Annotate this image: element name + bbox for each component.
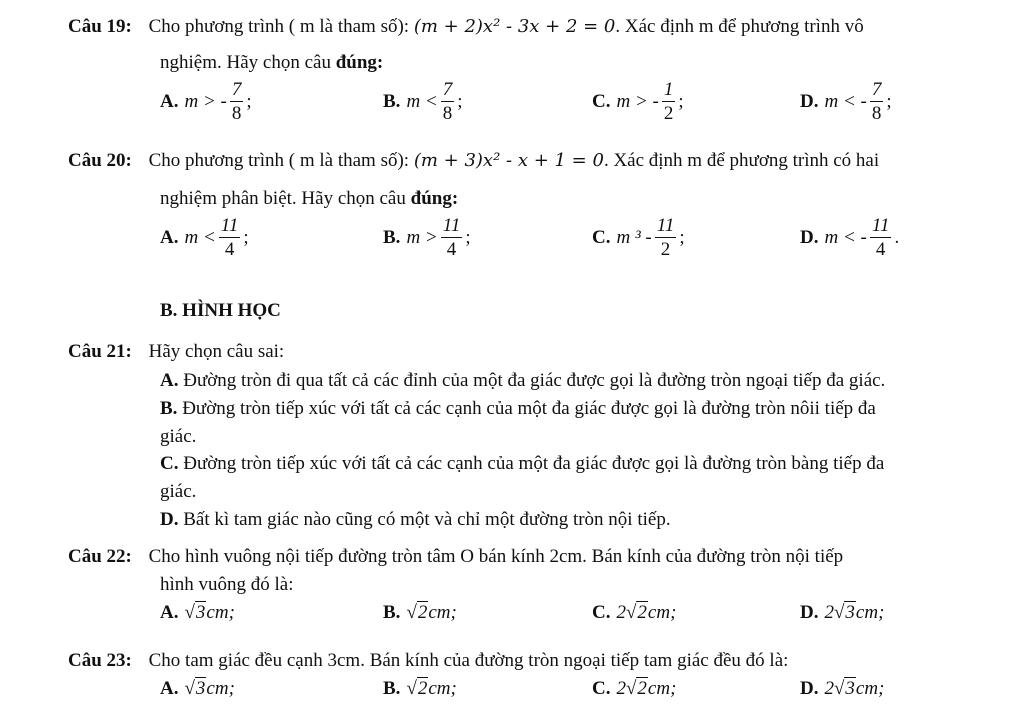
option-label: A. bbox=[160, 602, 179, 623]
q19-equation: (m + 2)x² - 3x + 2 = 0 bbox=[413, 16, 616, 37]
q23-number: Câu 23: bbox=[68, 650, 132, 671]
fraction: $\frac{11}{4}$ bbox=[220, 215, 239, 260]
option-end: ; bbox=[246, 90, 252, 112]
option-label: D. bbox=[160, 509, 179, 530]
q19-bold: đúng: bbox=[335, 52, 384, 73]
option-end: ; bbox=[457, 90, 463, 112]
option-text: Đường tròn tiếp xúc với tất cả các cạnh của một đa giác được gọi là đường tròn nôii tiếp đa bbox=[182, 398, 876, 419]
sqrt: √2 bbox=[406, 602, 428, 623]
q22-line2: hình vuông đó là: bbox=[160, 574, 294, 595]
option-label: B. bbox=[383, 602, 401, 623]
q19-tail: . Xác định m để phương trình vô bbox=[615, 16, 864, 37]
q19-line2 bbox=[160, 52, 383, 74]
q20-option-d[interactable] bbox=[800, 216, 899, 259]
option-expr: m < - bbox=[824, 90, 867, 112]
option-label: C. bbox=[160, 453, 179, 474]
fraction: $\frac{1}{2}$ bbox=[663, 79, 674, 124]
q20-tail: . Xác định m để phương trình có hai bbox=[603, 150, 880, 171]
q20-option-c[interactable] bbox=[592, 216, 685, 259]
fraction: $\frac{11}{4}$ bbox=[871, 215, 890, 260]
q23-option-c[interactable]: C. 2 √2 cm; bbox=[592, 678, 677, 699]
q19-number: Câu 19: bbox=[68, 16, 132, 37]
option-expr: m < bbox=[184, 226, 216, 248]
sqrt: √3 bbox=[833, 678, 855, 699]
option-label: B. bbox=[383, 226, 401, 248]
option-label: D. bbox=[800, 678, 819, 699]
q19-option-c[interactable] bbox=[592, 80, 684, 123]
q20-option-b[interactable] bbox=[383, 216, 471, 259]
option-expr: m > - bbox=[184, 90, 227, 112]
option-expr: m ³ - bbox=[616, 226, 652, 248]
option-end: ; bbox=[679, 226, 685, 248]
option-label: A. bbox=[160, 370, 179, 391]
q23-option-a[interactable]: A. √3 cm; bbox=[160, 678, 235, 699]
option-expr: m < - bbox=[824, 226, 867, 248]
option-label: D. bbox=[800, 90, 819, 112]
q23-line1 bbox=[68, 650, 788, 672]
q22-option-a[interactable]: A. √3 cm; bbox=[160, 602, 235, 623]
option-label: B. bbox=[383, 90, 401, 112]
q21-option-c-cont: giác. bbox=[160, 481, 197, 502]
q20-line2 bbox=[160, 188, 458, 210]
q22-number: Câu 22: bbox=[68, 546, 132, 567]
q21-option-b[interactable] bbox=[160, 398, 876, 420]
option-end: . bbox=[894, 226, 900, 248]
q21-text: Hãy chọn câu sai: bbox=[148, 341, 285, 362]
q22-text: Cho hình vuông nội tiếp đường tròn tâm O bán kính 2cm. Bán kính của đường tròn nội tiếp bbox=[148, 546, 844, 567]
q21-line1 bbox=[68, 341, 284, 363]
option-label: C. bbox=[592, 678, 611, 699]
option-label: C. bbox=[592, 602, 611, 623]
q20-option-a[interactable] bbox=[160, 216, 249, 259]
sqrt: √3 bbox=[184, 602, 206, 623]
q19-line1 bbox=[68, 16, 864, 38]
option-expr: m > bbox=[406, 226, 438, 248]
option-label: C. bbox=[592, 90, 611, 112]
option-label: A. bbox=[160, 226, 179, 248]
q20-bold: đúng: bbox=[410, 188, 459, 209]
q22-option-d[interactable]: D. 2 √3 cm; bbox=[800, 602, 885, 623]
fraction: $\frac{7}{8}$ bbox=[871, 79, 882, 124]
sqrt: √2 bbox=[625, 602, 647, 623]
q20-line2-text: nghiệm phân biệt. Hãy chọn câu bbox=[160, 188, 406, 209]
q19-option-a[interactable] bbox=[160, 80, 252, 123]
option-label: C. bbox=[592, 226, 611, 248]
q20-intro: Cho phương trình ( m là tham số): bbox=[148, 150, 410, 171]
fraction: $\frac{11}{2}$ bbox=[656, 215, 675, 260]
q20-number: Câu 20: bbox=[68, 150, 132, 171]
q22-option-c[interactable]: C. 2 √2 cm; bbox=[592, 602, 677, 623]
option-label: D. bbox=[800, 602, 819, 623]
sqrt: √2 bbox=[406, 678, 428, 699]
q21-option-d[interactable] bbox=[160, 509, 671, 531]
q19-intro: Cho phương trình ( m là tham số): bbox=[148, 16, 410, 37]
sqrt: √3 bbox=[833, 602, 855, 623]
q19-line2-text: nghiệm. Hãy chọn câu bbox=[160, 52, 331, 73]
option-end: ; bbox=[678, 90, 684, 112]
q21-option-b-cont: giác. bbox=[160, 426, 197, 447]
fraction: $\frac{7}{8}$ bbox=[231, 79, 242, 124]
q22-option-b[interactable]: B. √2 cm; bbox=[383, 602, 457, 623]
q21-number: Câu 21: bbox=[68, 341, 132, 362]
option-text: Bất kì tam giác nào cũng có một và chỉ một đường tròn nội tiếp. bbox=[183, 509, 671, 530]
option-expr: m > - bbox=[616, 90, 659, 112]
fraction: $\frac{11}{4}$ bbox=[442, 215, 461, 260]
option-expr: m < bbox=[406, 90, 438, 112]
q22-line1 bbox=[68, 546, 843, 568]
option-label: A. bbox=[160, 678, 179, 699]
q20-equation: (m + 3)x² - x + 1 = 0 bbox=[413, 150, 604, 171]
q23-option-b[interactable]: B. √2 cm; bbox=[383, 678, 457, 699]
option-text: Đường tròn đi qua tất cả các đỉnh của một đa giác được gọi là đường tròn ngoại tiếp đa giác. bbox=[183, 370, 886, 391]
fraction: $\frac{7}{8}$ bbox=[442, 79, 453, 124]
sqrt: √3 bbox=[184, 678, 206, 699]
option-label: D. bbox=[800, 226, 819, 248]
sqrt: √2 bbox=[625, 678, 647, 699]
option-text: Đường tròn tiếp xúc với tất cả các cạnh của một đa giác được gọi là đường tròn bàng tiếp đa bbox=[183, 453, 885, 474]
q21-option-a[interactable] bbox=[160, 370, 885, 392]
q19-option-d[interactable] bbox=[800, 80, 892, 123]
q23-text: Cho tam giác đều cạnh 3cm. Bán kính của đường tròn ngoại tiếp tam giác đều đó là: bbox=[148, 650, 789, 671]
q20-line1 bbox=[68, 150, 879, 172]
q19-option-b[interactable] bbox=[383, 80, 463, 123]
q23-option-d[interactable]: D. 2 √3 cm; bbox=[800, 678, 885, 699]
option-end: ; bbox=[465, 226, 471, 248]
section-heading: B. HÌNH HỌC bbox=[160, 300, 281, 321]
option-label: A. bbox=[160, 90, 179, 112]
q21-option-c[interactable] bbox=[160, 453, 884, 475]
option-label: B. bbox=[160, 398, 178, 419]
option-label: B. bbox=[383, 678, 401, 699]
option-end: ; bbox=[243, 226, 249, 248]
option-end: ; bbox=[886, 90, 892, 112]
